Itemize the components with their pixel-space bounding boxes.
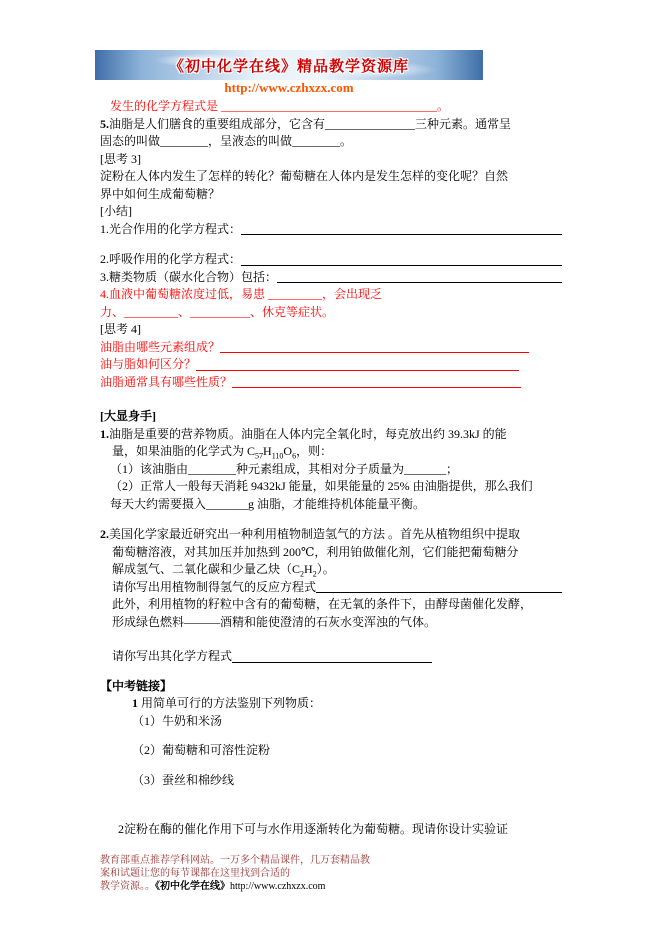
practice-p2-line3-post: ）。: [316, 562, 335, 576]
spacer: [100, 666, 562, 678]
practice-p1-line2-pre: 量，如果油脂的化学式为: [112, 444, 248, 458]
summary-item-blood-sugar: [100, 286, 562, 321]
summary-item3-label: 3.糖类物质（碳水化合物）包括：: [100, 269, 278, 284]
page-footer: [100, 854, 370, 893]
summary-item-carbohydrates: [100, 269, 562, 287]
spacer: [100, 513, 562, 526]
blank-line: [232, 648, 432, 663]
blank-line: [220, 339, 529, 354]
formula-sub-57: 57: [255, 451, 264, 461]
formula-sub-6: 6: [292, 451, 297, 461]
banner-image: [95, 50, 483, 80]
summary-item2-label: 2.呼吸作用的化学方程式：: [100, 252, 242, 266]
question-5-line1: 油脂是人们膳食的重要组成部分，它含有_______________三种元素。通常呈: [109, 116, 512, 131]
practice-p2-question-2: [100, 648, 562, 666]
practice-section-label: [大显身手]: [100, 409, 156, 423]
summary-item-respiration: [100, 251, 562, 269]
practice-problem-2: [100, 526, 562, 579]
acetylene-formula: [300, 562, 317, 579]
footer-promo-text-2: 教学资源。。: [100, 880, 155, 892]
blank-line: [277, 269, 562, 284]
think4-q3-label: 油脂通常具有哪些性质？: [100, 374, 233, 389]
spacer: [100, 238, 562, 251]
think3-text: [100, 168, 562, 203]
practice-p1-number: 1.: [100, 426, 109, 441]
question-5-number: 5.: [100, 116, 109, 131]
think4-question-1: [100, 339, 562, 357]
blank-line: [196, 356, 519, 371]
spacer: [100, 730, 562, 742]
acetylene-element-h: H: [304, 562, 313, 576]
formula-element-h: H: [263, 444, 272, 458]
exam-q1-text: 用简单可行的方法鉴别下列物质：: [138, 696, 322, 710]
blank-line: [241, 221, 562, 236]
practice-p1-sub2-line1: （2）正常人一般每天消耗 9432kJ 能量，如果能量的 25% 由油脂提供，那么我们: [110, 479, 533, 493]
formula-sub-110: 110: [271, 451, 284, 461]
think4-question-2: [100, 356, 562, 374]
blank-line: [316, 579, 562, 594]
exam-q1-item-1: （1）牛奶和米汤: [132, 713, 223, 728]
spacer: [100, 789, 562, 821]
acetylene-sub-2b: 2: [312, 569, 317, 579]
practice-problem-1: [100, 426, 562, 461]
practice-p1-line1: 油脂是重要的营养物质。油脂在人体内完全氧化时，每克放出约 39.3kJ 的能: [109, 426, 507, 441]
exam-q1-number: 1: [132, 696, 138, 710]
think3-line2: 界中如何生成葡萄糖？: [100, 186, 221, 201]
equation-blank-text: 发生的化学方程式是 ____________________________________。: [110, 99, 450, 113]
footer-site-name: 《初中化学在线》: [155, 880, 230, 892]
footer-promo-text: 教育部重点推荐学科网站。一万多个精品课件，几万套精品教案和试题让您的每节课都在这里找到合适的: [100, 854, 370, 879]
practice-p2-text-2: [100, 596, 562, 631]
practice-p1-line2-post: ，则：: [296, 444, 333, 458]
blank-line: [232, 374, 521, 389]
practice-p1-sub2-line2: 每天大约需要摄入_______g 油脂，才能维持机体能量平衡。: [110, 496, 426, 511]
exam-q1-item-2: （2）葡萄糖和可溶性淀粉: [132, 743, 271, 757]
think4-label: [思考 4]: [100, 322, 141, 336]
practice-p2-t2-line2: 形成绿色燃料———酒精和能使澄清的石灰水变浑浊的气体。: [112, 614, 437, 629]
footer-url-link[interactable]: http://www.czhxzx.com: [230, 880, 326, 892]
question-5: [100, 116, 562, 151]
practice-p2-q2-label: 请你写出其化学方程式: [112, 649, 233, 663]
spacer: [100, 391, 562, 408]
practice-p2-number: 2.: [100, 527, 109, 541]
practice-p2-t2-line1: 此外，利用植物的籽粒中含有的葡萄糖，在无氧的条件下，由酵母菌催化发酵，: [112, 597, 533, 611]
summary-label: [小结]: [100, 204, 132, 218]
acetylene-sub-2a: 2: [300, 569, 305, 579]
summary-item4-line2: 力、_________、__________、休克等症状。: [100, 304, 335, 319]
banner-url-link[interactable]: http://www.czhxzx.com: [224, 80, 354, 95]
think4-question-3: [100, 374, 562, 392]
summary-item4-line1: 4.血液中葡萄糖浓度过低，易患 _________，会出现乏: [100, 287, 383, 301]
think4-q1-label: 油脂由哪些元素组成？: [100, 339, 221, 354]
summary-item-photosynthesis: [100, 221, 562, 239]
site-banner: [95, 50, 483, 96]
formula-element-c: C: [247, 444, 256, 458]
blank-line: [241, 251, 562, 266]
practice-p2-line3-pre: 解成氢气、二氧化碳和少量乙炔（C: [112, 562, 301, 576]
equation-blank-line: [100, 98, 562, 116]
question-5-line2: 固态的叫做________，呈液态的叫做________。: [100, 134, 353, 148]
exam-question-2: 2淀粉在酶的催化作用下可与水作用逐渐转化为葡萄糖。现请你设计实验证: [118, 822, 509, 836]
think3-label: [思考 3]: [100, 151, 141, 166]
practice-p1-sub2: [100, 478, 562, 513]
spacer: [100, 631, 562, 648]
practice-p2-question-1: [100, 579, 562, 597]
spacer: [100, 760, 562, 772]
think3-line1: 淀粉在人体内发生了怎样的转化？葡萄糖在人体内是发生怎样的变化呢？自然: [100, 169, 509, 183]
formula-element-o: O: [283, 444, 293, 458]
practice-p2-q1-label: 请你写出用植物制得氢气的反应方程式: [112, 579, 317, 594]
exam-question-1: [100, 695, 562, 713]
practice-p2-line1: 美国化学家最近研究出一种利用植物制造氢气的方法 。首先从植物组织中提取: [109, 527, 521, 541]
banner-title: 《初中化学在线》精品教学资源库: [168, 58, 409, 75]
practice-p1-sub1: （1）该油脂由________种元素组成，其相对分子质量为_______；: [110, 461, 459, 476]
exam-section-label: 【中考链接】: [100, 678, 173, 693]
exam-q1-item-3: （3）蚕丝和棉纱线: [132, 772, 235, 787]
fat-chemical-formula: [247, 444, 297, 461]
document-body: [0, 96, 661, 893]
practice-p2-line2: 葡萄糖溶液，对其加压并加热到 200℃，利用铂做催化剂，它们能把葡萄糖分: [112, 544, 519, 559]
summary-item1-label: 1.光合作用的化学方程式：: [100, 221, 242, 236]
think4-q2-label: 油与脂如何区分？: [100, 357, 197, 371]
